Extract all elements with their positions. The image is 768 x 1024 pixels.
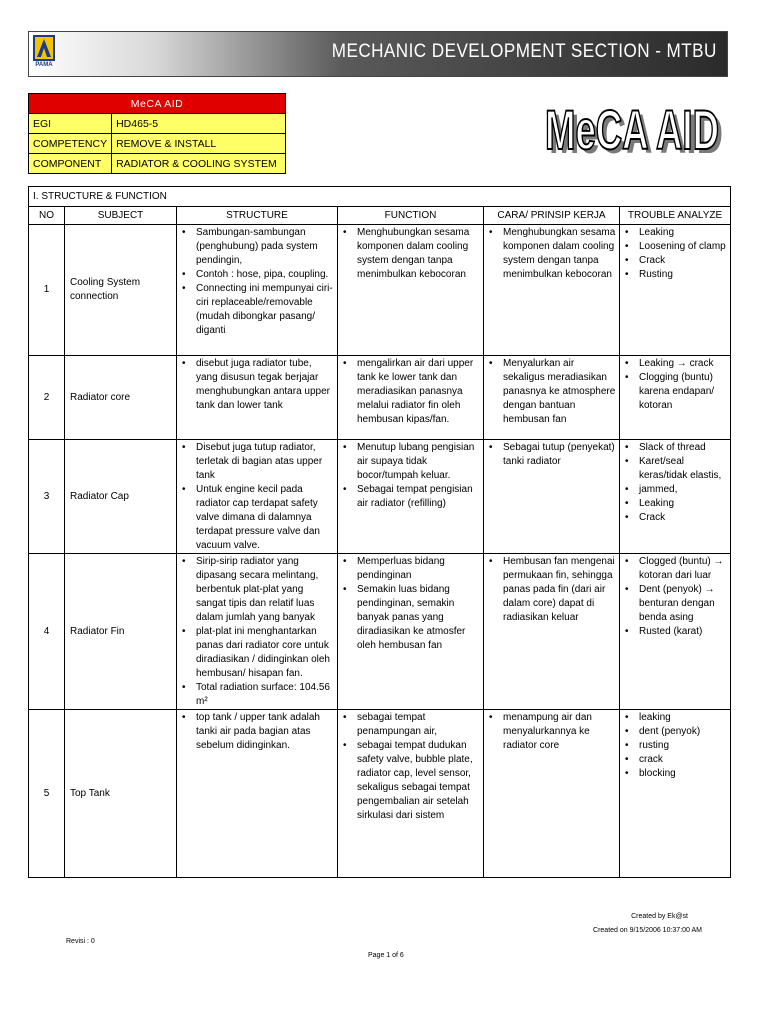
header-bar [28,31,728,77]
logo-text: PAMA [35,62,53,68]
list-item: • Rusting [624,268,728,282]
column-header: CARA/ PRINSIP KERJA [484,207,620,225]
meca-value-component: RADIATOR & COOLING SYSTEM [112,154,286,174]
cell-function [338,440,484,554]
list-item: • plat-plat ini menghantarkan panas dari radiator core untuk diradiasikan / didinginkan oleh hembusan/ hisapan fan. [181,625,335,681]
cara-list [484,356,619,427]
row-number: 4 [29,554,65,710]
cell-function [338,356,484,440]
cell-trouble [620,440,731,554]
list-item: • Contoh : hose, pipa, coupling. [181,268,335,282]
list-item: • Rusted (karat) [624,625,728,639]
table-row [29,225,731,356]
list-item: • Sebagai tempat pengisian air radiator (refilling) [342,483,481,511]
structure-list [177,225,337,338]
cell-function [338,710,484,878]
meca-label-egi: EGI [29,114,112,134]
list-item: • Memperluas bidang pendinginan [342,555,481,583]
row-subject: Radiator Fin [65,554,177,710]
list-item: • Crack [624,511,728,525]
cell-cara [484,554,620,710]
svg-text:MeCA AID: MeCA AID [549,102,723,164]
column-header: TROUBLE ANALYZE [620,207,731,225]
list-item: • Semakin luas bidang pendinginan, semakin banyak panas yang diradiasikan ke atmosfer oleh hembusan fan [342,583,481,653]
row-number: 1 [29,225,65,356]
list-item: • Crack [624,254,728,268]
list-item: • Clogging (buntu) karena endapan/ kotoran [624,371,728,413]
list-item: • menampung air dan menyalurkannya ke radiator core [488,711,617,753]
cara-list [484,710,619,753]
list-item: • crack [624,753,728,767]
list-item: • leaking [624,711,728,725]
list-item: • Menyalurkan air sekaligus meradiasikan panasnya ke atmosphere dengan bantuan hembusan fan [488,357,617,427]
list-item: • mengalirkan air dari upper tank ke lower tank dan meradiasikan panasnya melalui radiator fin oleh hembusan kipas/fan. [342,357,481,427]
list-item: • Total radiation surface: 104.56 m² [181,681,335,709]
table-row [29,710,731,878]
svg-text:MeCA AID: MeCA AID [545,98,719,161]
list-item: • Sebagai tutup (penyekat) tanki radiator [488,441,617,469]
cara-list [484,554,619,625]
meca-value-egi: HD465-5 [112,114,286,134]
list-item: • top tank / upper tank adalah tanki air pada bagian atas sebelum didinginkan. [181,711,335,753]
cell-structure [177,554,338,710]
cell-cara [484,440,620,554]
company-logo [33,35,55,73]
meca-head: MeCA AID [29,94,286,114]
function-list [338,554,483,653]
list-item: • Leaking [624,226,728,240]
function-list [338,225,483,282]
created-by: Created by Ek@st [631,913,688,920]
list-item: • sebagai tempat penampungan air, [342,711,481,739]
table-body [29,225,731,878]
structure-list [177,440,337,553]
list-item: • Loosening of clamp [624,240,728,254]
cell-structure [177,356,338,440]
structure-function-table [28,186,731,878]
trouble-list [620,710,730,781]
row-number: 3 [29,440,65,554]
cara-list [484,225,619,282]
list-item: • Leaking [624,497,728,511]
column-header: NO [29,207,65,225]
row-number: 5 [29,710,65,878]
cell-structure [177,710,338,878]
logo-mark-icon [33,35,55,61]
list-item: • Untuk engine kecil pada radiator cap terdapat safety valve dimana di dalamnya terdapat pressure valve dan vacuum valve. [181,483,335,553]
list-item: • dent (penyok) [624,725,728,739]
row-subject: Radiator core [65,356,177,440]
list-item: • sebagai tempat dudukan safety valve, bubble plate, radiator cap, level sensor, sekaligus sebagai tempat pengembalian air setelah sirkulasi dari sistem [342,739,481,823]
trouble-list [620,356,730,413]
row-subject: Top Tank [65,710,177,878]
cell-cara [484,356,620,440]
list-item: • Sirip-sirip radiator yang dipasang secara melintang, berbentuk plat-plat yang sangat tipis dan relatif luas dalam jumlah yang banyak [181,555,335,625]
cell-trouble [620,225,731,356]
table-row [29,554,731,710]
column-header: SUBJECT [65,207,177,225]
row-number: 2 [29,356,65,440]
cell-trouble [620,356,731,440]
trouble-list [620,440,730,525]
cara-list [484,440,619,469]
page-title: MECHANIC DEVELOPMENT SECTION - MTBU [331,41,717,62]
cell-function [338,554,484,710]
meca-label-competency: COMPETENCY [29,134,112,154]
list-item: • Menutup lubang pengisian air supaya tidak bocor/tumpah keluar. [342,441,481,483]
list-item: • rusting [624,739,728,753]
meca-info-table [28,93,286,174]
list-item: • Hembusan fan mengenai permukaan fin, sehingga panas pada fin (dari air dalam core) dapat di radiasikan keluar [488,555,617,625]
cell-function [338,225,484,356]
meca-aid-logo [542,84,728,164]
cell-structure [177,225,338,356]
page-number: Page 1 of 6 [368,952,404,959]
trouble-list [620,225,730,282]
cell-cara [484,710,620,878]
cell-structure [177,440,338,554]
list-item: • jammed, [624,483,728,497]
list-item: • Karet/seal keras/tidak elastis, [624,455,728,483]
row-subject: Radiator Cap [65,440,177,554]
column-header: FUNCTION [338,207,484,225]
table-row [29,440,731,554]
revision: Revisi : 0 [66,938,95,945]
meca-value-competency: REMOVE & INSTALL [112,134,286,154]
list-item: • Connecting ini mempunyai ciri-ciri replaceable/removable (mudah dibongkar pasang/ diganti [181,282,335,338]
structure-list [177,710,337,753]
list-item: • Disebut juga tutup radiator, terletak di bagian atas upper tank [181,441,335,483]
meca-label-component: COMPONENT [29,154,112,174]
list-item: • Leaking → crack [624,357,728,371]
column-header: STRUCTURE [177,207,338,225]
list-item: • Clogged (buntu) → kotoran dari luar [624,555,728,583]
structure-list [177,554,337,709]
list-item: • blocking [624,767,728,781]
trouble-list [620,554,730,639]
cell-trouble [620,554,731,710]
cell-trouble [620,710,731,878]
function-list [338,710,483,823]
created-on: Created on 9/15/2006 10:37:00 AM [593,927,702,934]
section-title: I. STRUCTURE & FUNCTION [29,187,731,207]
function-list [338,356,483,427]
list-item: • Slack of thread [624,441,728,455]
list-item: • Menghubungkan sesama komponen dalam cooling system dengan tanpa menimbulkan kebocoran [342,226,481,282]
list-item: • Menghubungkan sesama komponen dalam cooling system dengan tanpa menimbulkan kebocoran [488,226,617,282]
row-subject: Cooling System connection [65,225,177,356]
cell-cara [484,225,620,356]
table-row [29,356,731,440]
list-item: • disebut juga radiator tube, yang disusun tegak berjajar menghubungkan antara upper tank dan lower tank [181,357,335,413]
list-item: • Sambungan-sambungan (penghubung) pada system pendingin, [181,226,335,268]
function-list [338,440,483,511]
structure-list [177,356,337,413]
list-item: • Dent (penyok) → benturan dengan benda asing [624,583,728,625]
